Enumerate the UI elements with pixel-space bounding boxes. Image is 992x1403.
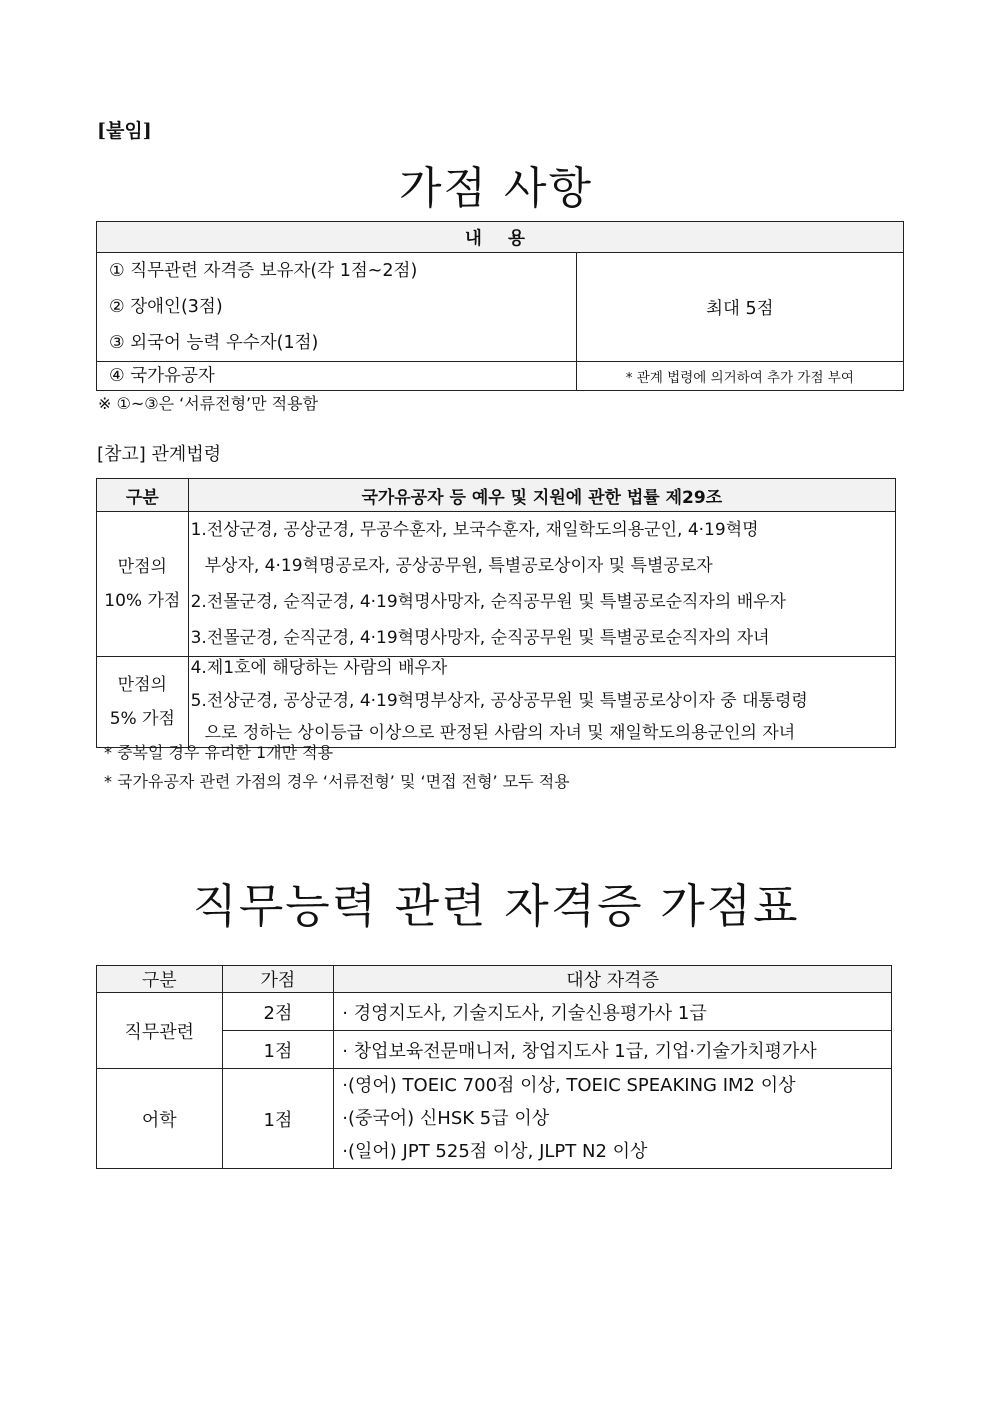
language-certificate: ·(영어) TOEIC 700점 이상, TOEIC SPEAKING IM2 이상 — [342, 1075, 796, 1096]
header-certificates: 대상 자격증 — [334, 966, 892, 993]
reference-note: * 중복일 경우 유리한 1개만 적용 — [104, 743, 334, 762]
category-language: 어학 — [97, 1069, 223, 1169]
law-item: 5.전상군경, 공상군경, 4·19혁명부상자, 공상공무원 및 특별공로상이자 중 대통령령 — [190, 691, 808, 711]
law-item: 2.전몰군경, 순직군경, 4·19혁명사망자, 순직공무원 및 특별공로순직자의 배우자 — [190, 592, 786, 612]
category-5-percent — [97, 657, 189, 748]
category-line: 10% 가점 — [104, 591, 181, 611]
law-items — [188, 512, 895, 657]
law-item: 1.전상군경, 공상군경, 무공수훈자, 보국수훈자, 재일학도의용군인, 4·19혁명 — [190, 520, 759, 540]
language-certificate: ·(일어) JPT 525점 이상, JLPT N2 이상 — [342, 1141, 648, 1162]
header-category: 구분 — [97, 966, 223, 993]
reference-notes — [104, 738, 570, 796]
category-job: 직무관련 — [97, 993, 223, 1069]
veteran-item: ④ 국가유공자 — [97, 362, 577, 391]
table-header: 내 용 — [97, 222, 904, 253]
certificate-points-table — [96, 965, 892, 1169]
section-title-certificates: 직무능력 관련 자격증 가점표 — [192, 879, 800, 933]
section-title-bonus-points: 가점 사항 — [398, 163, 593, 214]
attachment-label: [붙임] — [97, 120, 152, 142]
veteran-law-table — [96, 478, 896, 748]
header-category: 구분 — [97, 479, 189, 512]
law-item: 3.전몰군경, 순직군경, 4·19혁명사망자, 순직공무원 및 특별공로순직자의 자녀 — [190, 628, 770, 648]
veteran-note: * 관계 법령에 의거하여 추가 가점 부여 — [576, 362, 903, 391]
certificate-list: · 창업보육전문매니저, 창업지도사 1급, 기업·기술가치평가사 — [334, 1031, 892, 1069]
bonus-item: ① 직무관련 자격증 보유자(각 1점~2점) — [109, 261, 418, 281]
category-line: 5% 가점 — [109, 709, 175, 729]
reference-label: [참고] 관계법령 — [97, 444, 222, 465]
law-item: 4.제1호에 해당하는 사람의 배우자 — [190, 658, 448, 678]
bonus-max-value: 최대 5점 — [576, 253, 903, 362]
language-certificate: ·(중국어) 신HSK 5급 이상 — [342, 1108, 550, 1129]
category-line: 만점의 — [117, 675, 167, 695]
header-law: 국가유공자 등 예우 및 지원에 관한 법률 제29조 — [188, 479, 895, 512]
bonus-item: ③ 외국어 능력 우수자(1점) — [109, 333, 319, 353]
category-line: 만점의 — [117, 557, 167, 577]
bonus-item: ② 장애인(3점) — [109, 297, 223, 317]
bonus-items-cell — [97, 253, 577, 362]
bonus-points-table — [96, 221, 904, 391]
points: 2점 — [222, 993, 334, 1031]
certificate-list: · 경영지도사, 기술지도사, 기술신용평가사 1급 — [334, 993, 892, 1031]
points: 1점 — [222, 1031, 334, 1069]
language-certificate-list — [334, 1069, 892, 1169]
bonus-footnote: ※ ①~③은 ‘서류전형’만 적용함 — [98, 394, 319, 413]
law-item: 으로 정하는 상이등급 이상으로 판정된 사람의 자녀 및 재일학도의용군인의 자녀 — [204, 723, 796, 743]
category-10-percent — [97, 512, 189, 657]
law-items — [188, 657, 895, 748]
points: 1점 — [222, 1069, 334, 1169]
law-item: 부상자, 4·19혁명공로자, 공상공무원, 특별공로상이자 및 특별공로자 — [204, 556, 713, 576]
header-points: 가점 — [222, 966, 334, 993]
reference-note: * 국가유공자 관련 가점의 경우 ‘서류전형’ 및 ‘면접 전형’ 모두 적용 — [104, 772, 570, 791]
